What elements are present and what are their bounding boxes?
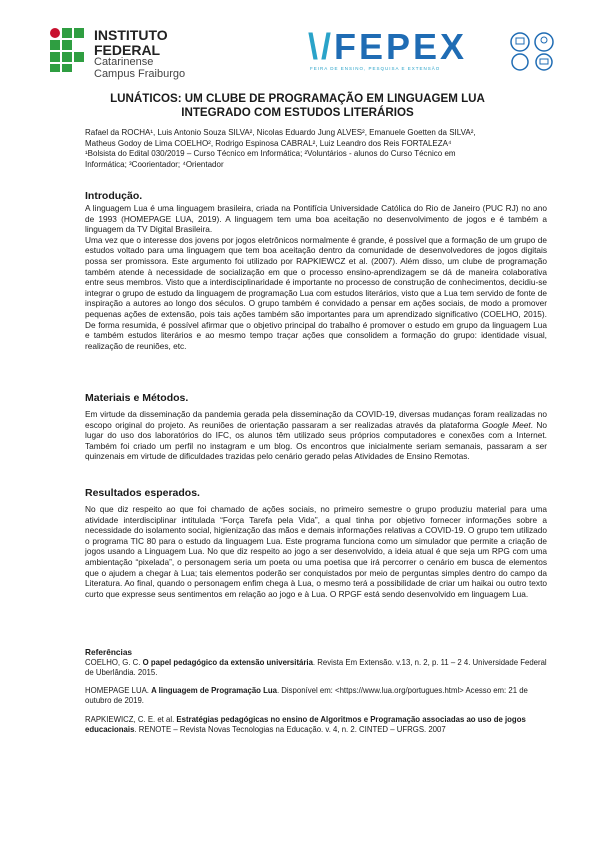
ifc-grid-icon — [50, 28, 86, 72]
authors-line-2: Matheus Godoy de Lima COELHO², Rodrigo Espinosa CABRAL², Luiz Leandro dos Reis FORTALEZA⁴ — [85, 138, 452, 148]
authors-line-1: Rafael da ROCHA¹, Luis Antonio Souza SILVA², Nicolas Eduardo Jung ALVES², Emanuele Goetten da SILVA², — [85, 128, 476, 137]
affiliation-line-1: ¹Bolsista do Edital 030/2019 – Curso Técnico em Informática; ²Voluntários - alunos do Curso Técnico em — [85, 149, 456, 158]
introduction-paragraph-1: A linguagem Lua é uma linguagem brasileira, criada na Pontifícia Universidade Católica do Rio de Janeiro (PUC RJ) no ano de 1993 (HOMEPAGE LUA, 2019). A linguagem tem uma boa aceitação no desenvolvimento de jogos e é também a linguagem da TV Digital Brasileira. — [85, 203, 547, 235]
fepex-subtitle: FEIRA DE ENSINO, PESQUISA E EXTENSÃO — [310, 66, 441, 71]
fepex-wordmark: \/FEPEX — [308, 26, 468, 67]
title-line-1: LUNÁTICOS: UM CLUBE DE PROGRAMAÇÃO EM LINGUAGEM LUA — [110, 92, 485, 105]
title-line-2: INTEGRADO COM ESTUDOS LITERÁRIOS — [181, 106, 414, 119]
introduction-paragraph-2: Uma vez que o interesse dos jovens por jogos eletrônicos normalmente é grande, é possível que a formação de um grupo de estudos voltado para uma linguagem que tem boa aceitação dentro da comunidade de desenvolvedores de jogos digitais possa ser promissora. Este argumento foi utilizado por RAPKIEWCZ et al. (2007). Além disso, um clube de programação também atende à necessidade de socialização em que o processo ensino-aprendizagem se dá de maneira colaborativa entre seus membros. Visto que a interdisciplinaridade é importante no processo de construção de conhecimentos, decidiu-se integrar o grupo de estudo da linguagem de programação Lua com estudos literários, visto que a Lua tem servido de fonte de inspiração a autores ao longo dos séculos. O grupo também é convidado a pensar em ações sociais, de modo a promover pequenas ações de extensão, pois tais ações também são importantes para um aprendizado significativo (COELHO, 2015). De forma resumida, é possível afirmar que o objetivo principal do trabalho é promover o estudo em grupo da linguagem Lua e também estudos literários e ao mesmo tempo traçar ações que consolidem a formação do grupo: identidade visual, realização de reuniões, etc. — [85, 234, 547, 351]
methods-section — [85, 392, 547, 462]
reference-rapkiewicz: RAPKIEWICZ, C. E. et al. Estratégias pedagógicas no ensino de Algoritmos e Programação associadas ao uso de jogos educacionais. RENOTE – Revista Novas Tecnologias na Educação. v. 4, n. 2. CINTED – UFRGS. 2007 — [85, 714, 526, 734]
affiliation-line-2: Informática; ³Coorientador; ⁴Orientador — [85, 159, 224, 169]
ifc-catarinense: Catarinense — [94, 56, 154, 69]
methods-heading: Materiais e Métodos. — [85, 392, 189, 404]
fepex-logo — [302, 26, 560, 78]
results-heading: Resultados esperados. — [85, 487, 200, 499]
author-block — [85, 128, 547, 170]
ifc-logo — [50, 27, 210, 80]
reference-homepage-lua: HOMEPAGE LUA. A linguagem de Programação Lua. Disponível em: <https://www.lua.org/portugues.html> Acesso em: 21 de outubro de 2019. — [85, 686, 528, 706]
introduction-heading: Introdução. — [85, 190, 143, 202]
results-section — [85, 487, 547, 599]
ifc-campus: Campus Fraiburgo — [94, 67, 186, 80]
references-section — [85, 648, 547, 744]
results-paragraph: No que diz respeito ao que foi chamado de ações sociais, no primeiro semestre o grupo produziu material para uma atividade interdisciplinar intitulada “Força Tarefa pela Vida”, a qual tinha por objetivo fornecer informações sobre a necessidade do isolamento social, higienização das mãos e demais informações relativas a COVID-19. O grupo tem utilizado o programa TIC 80 para o estudo da linguagem Lua. Este programa funciona como um simulador que permite a criação de jogos usando a Linguagem Lua. No que diz respeito ao jogo a ser desenvolvido, a ideia atual é que seja um RPG com uma ambientação “pixelada”, o personagem seria um poeta ou uma poetisa que irá percorrer o cenário em busca de elementos que o ajudem a chegar à Lua; tais elementos poderão ser conquistados por meio de perguntas simples dentro do campo da Literatura. Ao final, quando o personagem enfim chega à Lua, o mesmo terá a possibilidade de criar um haikai ou outro texto curto que expresse seus sentimentos em relação ao jogo e à Lua. O RPGF está sendo desenvolvido em linguagem Lua. — [85, 504, 547, 599]
introduction-section — [85, 190, 547, 351]
paper-title — [80, 92, 515, 120]
fepex-circle-icons — [506, 30, 560, 72]
references-heading: Referências — [85, 647, 133, 657]
methods-paragraph: Em virtude da disseminação da pandemia gerada pela disseminação da COVID-19, diversas mudanças foram realizadas no escopo original do projeto. As reuniões de orientação passaram a ser realizadas através da plataforma Google Meet. No lugar do uso dos laboratórios do IFC, os alunos têm utilizado seus próprios computadores e conexões com a Internet. Também foi criado um perfil no instagram e um blog. Os encontros que inicialmente seriam semanais, passaram a ser quinzenais em virtude de dificuldades trazidas pelo cenário gerado pelas Atividades de Ensino Remotas. — [85, 409, 547, 462]
ifc-name: INSTITUTO FEDERAL — [94, 27, 168, 58]
reference-coelho: COELHO, G. C. O papel pedagógico da extensão universitária. Revista Em Extensão. v.13, n. 2, p. 11 – 2 4. Universidade Federal de Uberlândia. 2015. — [85, 657, 547, 677]
